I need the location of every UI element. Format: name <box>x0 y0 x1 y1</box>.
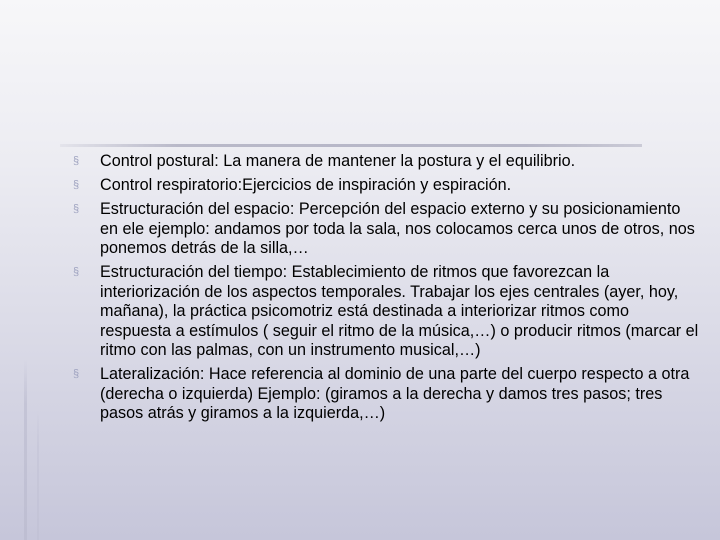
list-item <box>72 263 702 361</box>
bullet-icon: § <box>73 266 80 278</box>
bullet-icon: § <box>73 155 80 167</box>
list-item-text: Estructuración del espacio: Percepción del espacio externo y su posicionamiento en ele ejemplo: andamos por toda la sala, nos colocamos cerca unos de otros, nos ponemos detrás de la silla,… <box>100 200 695 257</box>
list-item-text: Control postural: La manera de mantener la postura y el equilibrio. <box>100 152 576 170</box>
decorative-horizontal-line <box>60 144 642 147</box>
list-item <box>72 200 702 259</box>
list-item <box>72 365 702 424</box>
list-item <box>72 152 702 172</box>
list-item <box>72 176 702 196</box>
bullet-list <box>72 152 702 424</box>
list-item-text: Estructuración del tiempo: Establecimiento de ritmos que favorezcan la interiorización de los aspectos temporales. Trabajar los ejes centrales (ayer, hoy, mañana), la práctica psicomotriz está destinada a interiorizar ritmos como respuesta a estímulos ( seguir el ritmo de la música,…) o producir ritmos (marcar el ritmo con las palmas, con un instrumento musical,…) <box>100 263 699 359</box>
decorative-vertical-line <box>37 410 39 540</box>
bullet-icon: § <box>73 203 80 215</box>
decorative-vertical-line <box>24 360 27 540</box>
bullet-icon: § <box>73 179 80 191</box>
list-item-text: Lateralización: Hace referencia al dominio de una parte del cuerpo respecto a otra (derecha o izquierda) Ejemplo: (giramos a la derecha y damos tres pasos; tres pasos atrás y giramos a la izquierda,…) <box>100 365 690 422</box>
list-item-text: Control respiratorio:Ejercicios de inspiración y espiración. <box>100 176 512 194</box>
bullet-icon: § <box>73 368 80 380</box>
slide-content <box>72 152 702 428</box>
